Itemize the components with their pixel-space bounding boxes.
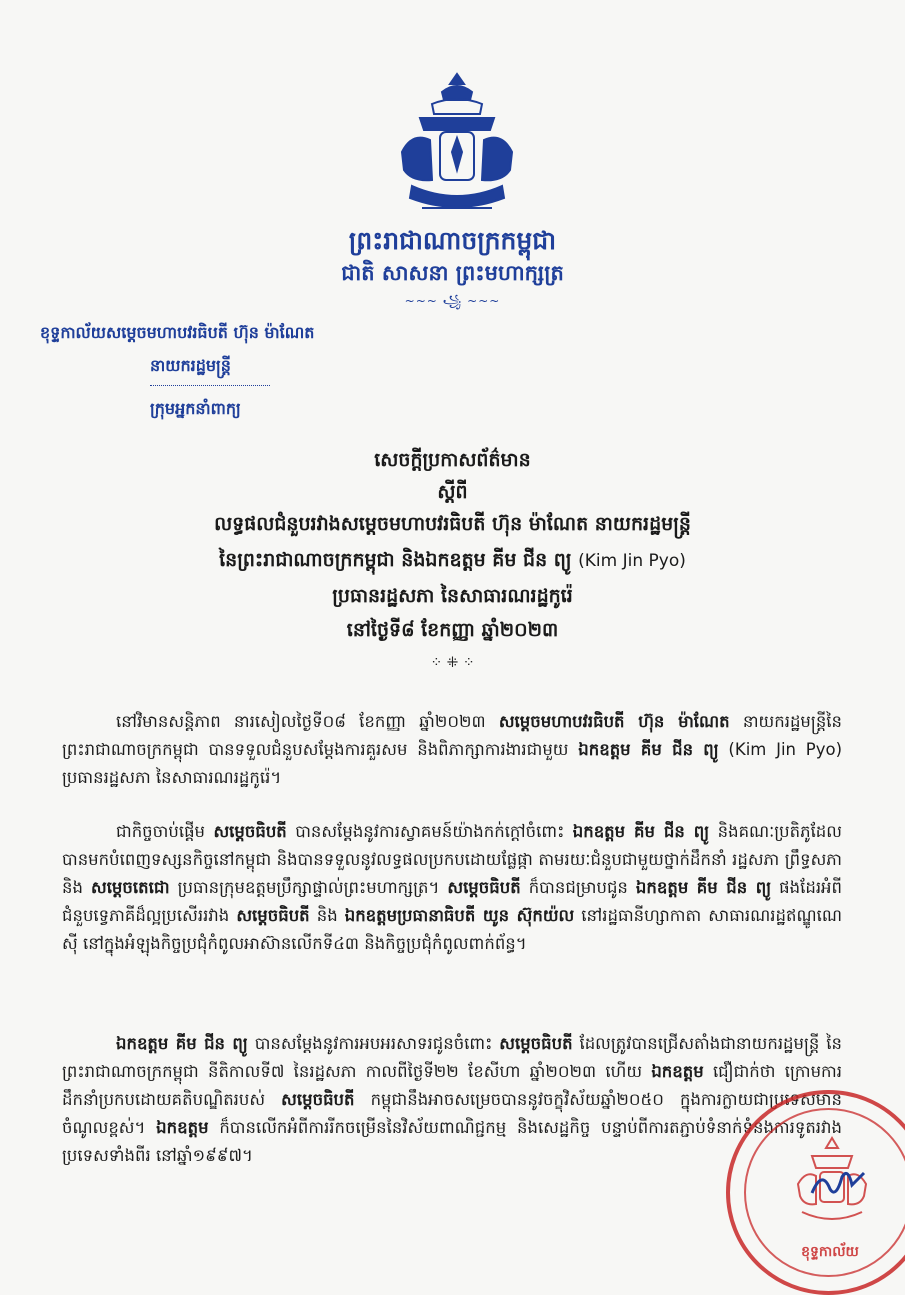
paragraph-2 (62, 818, 842, 958)
text-segment: និង (309, 906, 345, 925)
text-segment: នាយករដ្ឋមន្ត្រីនៃព្រះរាជាណាចក្រកម្ពុជា បានទទួលជំនួបសម្តែងការគួរសម និងពិភាក្សាការងារជាមួយ (62, 712, 843, 759)
bold-name-segment: សម្តេចធិបតី (447, 878, 521, 897)
bold-name-segment: សម្តេចតេជោ (90, 878, 170, 897)
doc-date: នៅថ្ងៃទី៨ ខែកញ្ញា ឆ្នាំ២០២៣ (346, 619, 559, 641)
spokesperson-unit: ក្រុមអ្នកនាំពាក្យ (150, 399, 241, 418)
text-segment: និងគណៈប្រតិភូដែលបានមកបំពេញទស្សនកិច្ចនៅកម្ពុជា និងបានទទួលនូវលទ្ធផលប្រកបដោយផ្លែផ្កា តាមរយៈជំនួបជាមួយថ្នាក់ដឹកនាំ រដ្ឋសភា ព្រឹទ្ធសភា និង (62, 822, 842, 897)
office-divider (150, 385, 270, 387)
bold-name-segment: ឯកឧត្តម (156, 1118, 209, 1137)
bold-name-segment: ឯកឧត្តម (651, 1062, 704, 1081)
office-name: ខុទ្ទកាល័យសម្តេចមហាបវរធិបតី ហ៊ុន ម៉ាណែត (40, 323, 315, 342)
text-segment: ដែលត្រូវបានជ្រើសតាំងជានាយករដ្ឋមន្ត្រី នៃព្រះរាជាណាចក្រកម្ពុជា នីតិកាលទី៧ នៃរដ្ឋសភា កាលពីថ្ងៃទី២២ ខែសីហា ឆ្នាំ២០២៣ ហើយ (62, 1034, 842, 1081)
paragraph-2-text (62, 818, 842, 958)
paragraph-1-text (62, 708, 842, 792)
bold-name-segment: ឯកឧត្តម គីម ជីន ព្យូ (635, 878, 772, 897)
office-title: នាយករដ្ឋមន្ត្រី (150, 356, 231, 375)
signature-mark-icon (808, 1163, 868, 1203)
doc-title: សេចក្តីប្រកាសព័ត៌មាន (374, 449, 531, 471)
text-segment: នៅវិមានសន្តិភាព នារសៀលថ្ងៃទី០៨ ខែកញ្ញា ឆ្នាំ២០២៣ (116, 712, 499, 731)
paragraph-3 (62, 1030, 842, 1170)
text-segment: ជាកិច្ចចាប់ផ្តើម (116, 822, 214, 841)
national-motto: ជាតិ សាសនា ព្រះមហាក្សត្រ (341, 261, 564, 285)
text-segment: ប្រធានក្រុមឧត្តមប្រឹក្សាផ្ទាល់ព្រះមហាក្សត្រ។ (169, 878, 448, 897)
text-segment: បានសម្តែងនូវការអបអរសាទរជូនចំពោះ (247, 1034, 500, 1053)
doc-subject-line-2-en: (Kim Jin Pyo) (578, 551, 686, 571)
paragraph-3-text (62, 1030, 842, 1170)
kingdom-name: ព្រះរាជាណាចក្រកម្ពុជា (348, 226, 557, 255)
text-segment: ផងដែរអំពីជំនួបទ្វេភាគីដ៏ល្អប្រសើររវាង (62, 878, 843, 925)
bold-name-segment: ឯកឧត្តម គីម ជីន ព្យូ (572, 822, 710, 841)
header-ornament: ~~~ ꧁ ~~~ (404, 294, 501, 308)
royal-coat-of-arms-icon (392, 70, 522, 220)
bold-name-segment: សម្តេចធិបតី (499, 1034, 573, 1053)
text-segment: ជឿជាក់ថា ក្រោមការដឹកនាំប្រកបដោយគតិបណ្ឌិតរបស់ (62, 1062, 843, 1109)
bold-name-segment: ឯកឧត្តម គីម ជីន ព្យូ (578, 740, 719, 759)
text-segment: ក៏បានលើកអំពីការរីកចម្រើននៃវិស័យពាណិជ្ជកម្ម និងសេដ្ឋកិច្ច បន្ទាប់ពីការតភ្ជាប់ទំនាក់ទំនងការទូតរវាងប្រទេសទាំងពីរ នៅឆ្នាំ១៩៩៧។ (62, 1118, 842, 1165)
bold-name-segment: សម្តេចធិបតី (281, 1090, 355, 1109)
bold-name-segment: ឯកឧត្តម គីម ជីន ព្យូ (116, 1034, 248, 1053)
text-segment: កម្ពុជានឹងអាចសម្រេចបាននូវចក្ខុវិស័យឆ្នាំ២០៥០ ក្នុងការក្លាយជាប្រទេសមានចំណូលខ្ពស់។ (62, 1090, 842, 1137)
doc-subject-line-3: ប្រធានរដ្ឋសភា នៃសាធារណរដ្ឋកូរ៉េ (332, 585, 573, 607)
bold-name-segment: ឯកឧត្តមប្រធានាធិបតី យូន ស៊ុកយ៉ល (344, 906, 575, 925)
text-segment: (Kim Jin Pyo) ប្រធានរដ្ឋសភា នៃសាធារណរដ្ឋកូរ៉េ។ (62, 740, 843, 787)
stamp-text: ខុទ្ទកាល័យ (801, 1244, 859, 1260)
doc-subject-line-2-kh: នៃព្រះរាជាណាចក្រកម្ពុជា និងឯកឧត្តម គីម ជីន ព្យូ (219, 549, 572, 571)
bold-name-segment: សម្តេចធិបតី (236, 906, 310, 925)
doc-subject-label: ស្តីពី (437, 481, 468, 503)
title-ornament: ⁘ ⁜ ⁘ (430, 655, 475, 671)
text-segment: នៅរដ្ឋធានីហ្សាកាតា សាធារណរដ្ឋឥណ្ឌូណេស៊ី នៅក្នុងអំឡុងកិច្ចប្រជុំកំពូលអាស៊ានលើកទី៤៣ និងកិច្ចប្រជុំកំពូលពាក់ព័ន្ធ។ (62, 906, 842, 953)
doc-subject-line-2 (0, 548, 905, 576)
text-segment: បានសម្តែងនូវការស្វាគមន៍យ៉ាងកក់ក្តៅចំពោះ (286, 822, 573, 841)
text-segment: ក៏បានជម្រាបជូន (520, 878, 636, 897)
paragraph-1 (62, 708, 842, 792)
doc-subject-line-1: លទ្ធផលជំនួបរវាងសម្តេចមហាបវរធិបតី ហ៊ុន ម៉ាណែត នាយករដ្ឋមន្ត្រី (214, 513, 691, 535)
bold-name-segment: សម្តេចមហាបវរធិបតី ហ៊ុន ម៉ាណែត (498, 712, 730, 731)
bold-name-segment: សម្តេចធិបតី (213, 822, 287, 841)
